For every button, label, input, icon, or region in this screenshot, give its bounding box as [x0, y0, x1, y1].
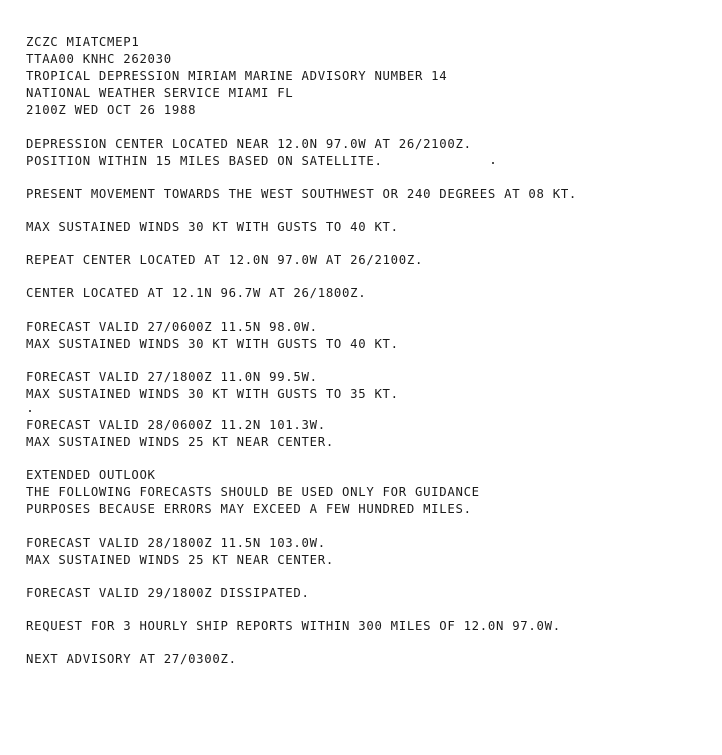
position-line: POSITION WITHIN 15 MILES BASED ON SATELLITE. [26, 154, 383, 168]
extended-outlook-line-1: THE FOLLOWING FORECASTS SHOULD BE USED ONLY FOR GUIDANCE [26, 485, 480, 499]
header-line-3: TROPICAL DEPRESSION MIRIAM MARINE ADVISORY NUMBER 14 [26, 69, 448, 83]
forecast-1-valid: FORECAST VALID 27/0600Z 11.5N 98.0W. [26, 320, 318, 334]
forecast-3-winds: MAX SUSTAINED WINDS 25 KT NEAR CENTER. [26, 435, 334, 449]
stray-dot-mark [29, 410, 31, 412]
forecast-2-valid: FORECAST VALID 27/1800Z 11.0N 99.5W. [26, 370, 318, 384]
next-advisory-line: NEXT ADVISORY AT 27/0300Z. [26, 652, 237, 666]
forecast-1-winds: MAX SUSTAINED WINDS 30 KT WITH GUSTS TO 40 KT. [26, 337, 399, 351]
repeat-center-line: REPEAT CENTER LOCATED AT 12.0N 97.0W AT 26/2100Z. [26, 253, 424, 267]
header-line-1: ZCZC MIATCMEP1 [26, 35, 140, 49]
header-line-2: TTAA00 KNHC 262030 [26, 52, 172, 66]
extended-forecast-valid: FORECAST VALID 28/1800Z 11.5N 103.0W. [26, 536, 326, 550]
extended-forecast-winds: MAX SUSTAINED WINDS 25 KT NEAR CENTER. [26, 553, 334, 567]
extended-outlook-line-2: PURPOSES BECAUSE ERRORS MAY EXCEED A FEW HUNDRED MILES. [26, 502, 472, 516]
extended-outlook-title: EXTENDED OUTLOOK [26, 468, 156, 482]
forecast-3-valid: FORECAST VALID 28/0600Z 11.2N 101.3W. [26, 418, 326, 432]
ship-reports-line: REQUEST FOR 3 HOURLY SHIP REPORTS WITHIN 300 MILES OF 12.0N 97.0W. [26, 619, 561, 633]
previous-center-line: CENTER LOCATED AT 12.1N 96.7W AT 26/1800Z. [26, 286, 367, 300]
max-winds-line: MAX SUSTAINED WINDS 30 KT WITH GUSTS TO 40 KT. [26, 220, 399, 234]
forecast-2-winds: MAX SUSTAINED WINDS 30 KT WITH GUSTS TO 35 KT. [26, 387, 399, 401]
stray-dot-mark [492, 162, 494, 164]
header-line-5: 2100Z WED OCT 26 1988 [26, 103, 197, 117]
center-located-line: DEPRESSION CENTER LOCATED NEAR 12.0N 97.0W AT 26/2100Z. [26, 137, 472, 151]
dissipated-line: FORECAST VALID 29/1800Z DISSIPATED. [26, 586, 310, 600]
movement-line: PRESENT MOVEMENT TOWARDS THE WEST SOUTHWEST OR 240 DEGREES AT 08 KT. [26, 187, 578, 201]
header-line-4: NATIONAL WEATHER SERVICE MIAMI FL [26, 86, 294, 100]
